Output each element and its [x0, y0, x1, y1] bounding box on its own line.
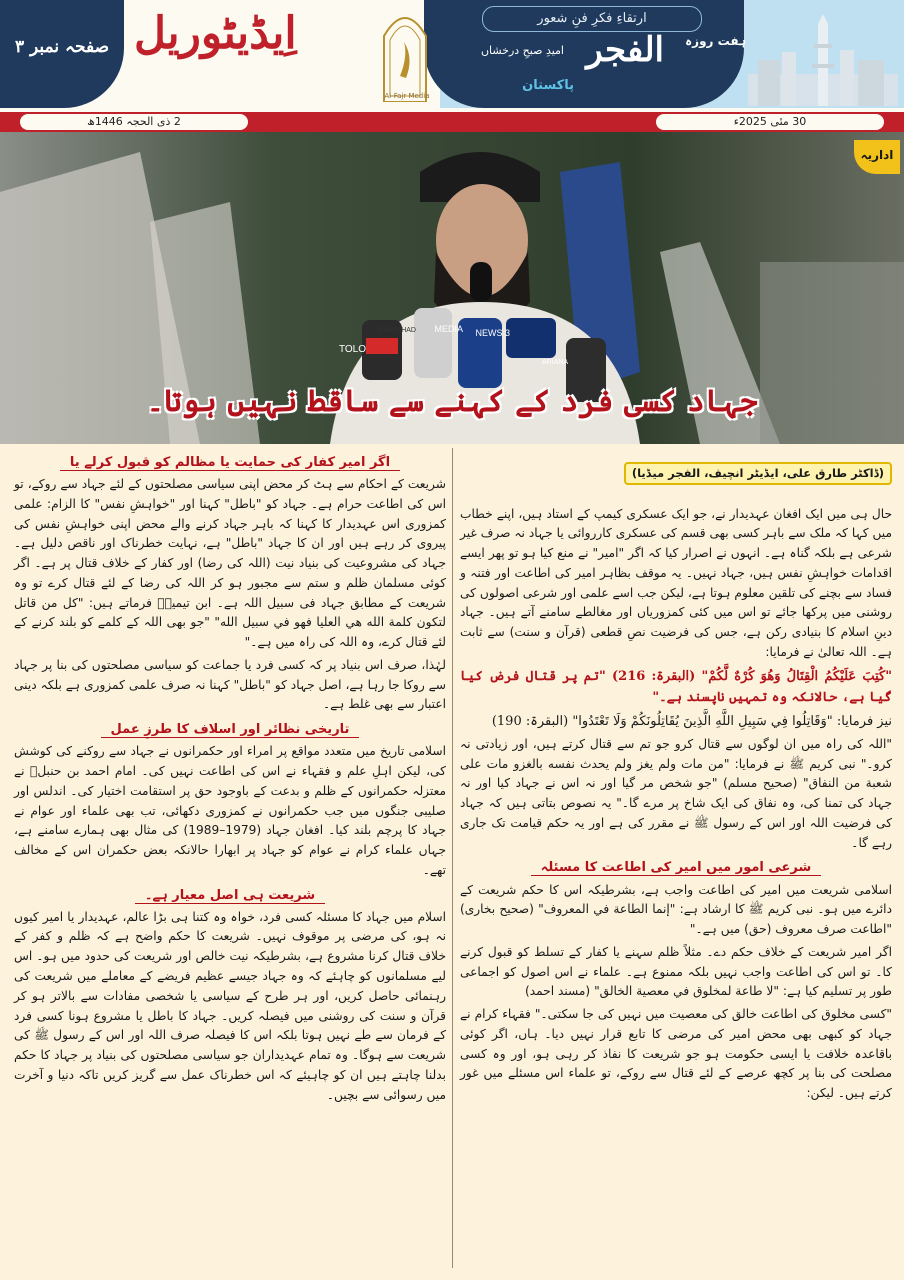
mic-label-1: TOLO	[338, 344, 366, 355]
paragraph: شریعت کے احکام سے ہٹ کر محض اپنی سیاسی مصلحتوں کے لئے جہاد سے روکے، تو اس کی اطاعت حرام ہے۔ جہاد کو "باطل" کہنا اور "خواہشِ نفس" کا الزام: علمی کمزوری اس عہدیدار کا کہنا کہ باہر جہاد کرنے والے محض اپنی خواہشِ نفس کی پیروی کر رہے ہیں اور ان کا جہاد "باطل" ہے، نہایت خطرناک اور ناقص دلیل ہے۔ جہاد کی مشروعیت کی بنیاد نیت (اللہ کی رضا) اور کفار کے خلاف قتال پر ہے۔ اگر کوئی مسلمان ظلم و ستم سے مجبور ہو کر اللہ کی رضا کے لئے قتال کرے تو وہ شریعت کے مطابق جہاد فی سبیل اللہ ہے۔ ابن تیمیہؒ فرماتے ہیں: "كل من قاتل لتكون كلمة الله هي العليا فهو في سبيل الله" "جو بھی اللہ کے کلمے کو بلند کرنے کے لئے قتال کرے، وہ اللہ کی راہ میں ہے۔"	[14, 477, 446, 650]
subheading	[460, 857, 892, 878]
right-column	[460, 448, 892, 1268]
category-tag: اداریہ	[854, 140, 900, 174]
subheading-text: شرعی امور میں امیر کی اطاعت کا مسئلہ	[531, 860, 822, 876]
left-column	[14, 448, 446, 1268]
page-number-badge	[0, 0, 124, 108]
paragraph: اسلامی شریعت میں امیر کی اطاعت واجب ہے، بشرطیکہ اس کا حکم شریعت کے دائرے میں ہو۔ نبی کریم ﷺ کا ارشاد ہے: "إنما الطاعة في المعروف" (صحیح بخاری) "اطاعت صرف معروف (حق) میں ہے۔"	[460, 882, 892, 937]
column-divider	[452, 448, 453, 1268]
paragraph: اگر امیر شریعت کے خلاف حکم دے۔ مثلاً ظلم سہنے یا کفار کے تسلط کو قبول کرنے کا۔ تو اس کی اطاعت واجب نہیں بلکہ ممنوع ہے۔ علماء نے اس اصول کو اجماعی طور پر تسلیم کیا ہے: "لا طاعة لمخلوق في معصية الخالق" (مسند احمد)	[460, 944, 892, 999]
masthead-brand: الفجر	[586, 30, 664, 70]
masthead-slogan: ارتقاءِ فکرِ فنِ شعور	[482, 6, 702, 32]
subheading-text: اگر امیر کفار کی حمایت یا مظالم کو قبول کرلے یا	[60, 455, 400, 471]
mic-label-5: ARIANA	[541, 359, 568, 366]
mic-label-4: 3 NEWS	[475, 328, 510, 338]
quran-quote: نیز فرمایا: "وَقَاتِلُوا فِي سَبِيلِ اللَّهِ الَّذِينَ يُقَاتِلُونَكُمْ وَلَا تَعْتَدُوا" (البقرۃ: 190)	[491, 713, 892, 729]
paragraph: اسلام میں جہاد کا مسئلہ کسی فرد، خواہ وہ کتنا ہی بڑا عالم، عہدیدار یا امیر کیوں نہ ہو، کی مرضی پر موقوف نہیں۔ شریعت کا حکم واضح ہے کہ ظلم و کفر کے خلاف قتال کرنا مشروع ہے، بشرطیکہ نیت خالص اور شریعت کی حدود میں ہو۔ اس لیے مسلمانوں کو چاہئے کہ وہ جہاد جیسے عظیم فریضے کے معاملے میں شریعت کی رہنمائی حاصل کریں، اور ہر طرح کے سیاسی یا شخصی مفادات سے بالاتر ہو کر قرآن و سنت کی روشنی میں فیصلہ کریں۔ جہاد کا باطل یا مشروع ہونا کسی فرد کے فرمان سے طے نہیں ہوتا بلکہ اس کا فیصلہ صرف اللہ اور اس کے رسول ﷺ کی شریعت سے ہوگا۔ وہ تمام عہدیداران جو سیاسی مصلحتوں کی بنیاد پر جہاد کا حکم بدلنا چاہتے ہیں ان کو چاہیئے کہ اس خطرناک عمل سے گریز کریں تاکہ دنیا و آخرت میں رسوائی سے بچیں۔	[14, 909, 446, 1102]
subheading	[14, 885, 446, 906]
paragraph: "کسی مخلوق کی اطاعت خالق کی معصیت میں نہیں کی جا سکتی۔" فقہاء کرام نے جہاد کو کبھی بھی محض امیر کی مرضی کا تابع قرار نہیں دیا۔ ہاں، اگر کوئی باقاعدہ خلافت یا ایسی حکومت ہو جو شریعت کا نفاذ کر رہی ہو، اور وہ کسی مصلحت کی بنا پر کچھ عرصے کے لئے قتال سے روکے، تو علماء اس مسئلے میں غور کرتے ہیں۔ لیکن:	[460, 1007, 892, 1101]
subheading	[14, 452, 446, 473]
masthead-country: پاکستان	[522, 78, 574, 93]
headline: جہاد کسی فرد کے کہنے سے ساقط نہیں ہوتا۔	[146, 384, 758, 419]
date-bar	[0, 112, 904, 132]
quran-quote: "كُتِبَ عَلَيْكُمُ الْقِتَالُ وَهُوَ كُرْهٌ لَّكُمْ" (البقرۃ: 216) "تم پر قتال فرض کیا گیا ہے، حالانکہ وہ تمہیں ناپسند ہے۔"	[460, 668, 892, 705]
subheading	[14, 719, 446, 740]
paragraph: اسلامی تاریخ میں متعدد مواقع پر امراء اور حکمرانوں نے جہاد سے روکنے کی کوشش کی، لیکن اہلِ علم و فقہاء نے اس کی اطاعت نہیں کی۔ امام احمد بن حنبلؒ نے معتزلہ حکمرانوں کے ظلم و بدعت کے باوجود حق پر استقامت اختیار کی۔ اندلس اور صلیبی جنگوں میں جب حکمرانوں نے کمزوری دکھائی، تب بھی علماء اور عوام نے جہاد کا پرچم بلند کیا۔ افغان جہاد (1979–1989) کی مثال بھی ہمارے سامنے ہے، جہاں علماء کرام نے عوام کو جہاد پر ابھارا حالانکہ بعض حکمران اس کے مخالف تھے۔	[14, 744, 446, 877]
masthead-tagline: امیدِ صبحِ درخشاں	[480, 44, 564, 57]
hijri-date: 2 ذی الحجہ 1446ھ	[20, 114, 248, 130]
section-title: اِیڈیٹوریل	[134, 8, 297, 59]
minar-skyline-icon	[748, 14, 898, 106]
author-byline: (ڈاکٹر طارق علی، ایڈیٹر انچیف، الفجر میڈیا)	[624, 462, 892, 485]
page-number: صفحہ نمبر ۳	[14, 37, 110, 57]
mic-label-3: MEDIA	[434, 324, 463, 334]
masthead-weekly: ہفت روزہ	[685, 34, 746, 48]
logo-caption: Al-Fajr Media	[384, 92, 430, 100]
subheading-text: تاریخی نظائر اور اسلاف کا طرزِ عمل	[101, 722, 360, 738]
masthead	[0, 0, 904, 112]
subheading-text: شریعت ہی اصل معیار ہے۔	[135, 888, 325, 904]
gregorian-date: 30 مئی 2025ء	[656, 114, 884, 130]
paragraph: "اللہ کی راہ میں ان لوگوں سے قتال کرو جو تم سے قتال کرتے ہیں، اور زیادتی نہ کرو۔" نبی کریم ﷺ نے فرمایا: "من مات ولم يغز ولم يحدث نفسه بالغزو مات على شعبة من النفاق" (صحیح مسلم) "جو شخص مر گیا اور نہ اس نے جہاد کیا اور نہ جہاد کی تمنا کی، وہ نفاق کی ایک شاخ پر مرے گا۔" یہ نصوص بتاتی ہیں کہ جہاد کی فرضیت اللہ اور اس کے رسول ﷺ نے مقرر کی ہے اور یہ حکم قیامت تک جاری رہے گا۔	[460, 736, 892, 850]
masthead-right-panel	[440, 0, 904, 108]
mic-label-2: SHAMSHAD	[376, 327, 416, 334]
paragraph: حال ہی میں ایک افغان عہدیدار نے، جو ایک عسکری کیمپ کے استاد ہیں، اپنے خطاب میں کہا کہ ملک سے باہر کسی بھی قسم کی عسکری کارروائی یا جہاد نہ صرف غیر شرعی ہے بلکہ گناہ ہے۔ انہوں نے اصرار کیا کہ اگر "امیر" نے منع کیا ہو تو پھر ایسے اقدامات خواہشِ نفس ہیں، جہاد نہیں۔ یہ موقف بظاہر امیر کی اطاعت اور فتنہ و فساد سے بچنے کی تلقین معلوم ہوتا ہے، لیکن جب اسے علمی اور شرعی اصولوں کی روشنی میں پرکھا جائے تو اس میں کئی کمزوریاں اور مغالطے سامنے آتے ہیں۔ جہاد دینِ اسلام کا بنیادی رکن ہے، جس کی فرضیت نصِ قطعی (قرآن و سنت) سے ثابت ہے۔ اللہ تعالیٰ نے فرمایا:	[460, 506, 892, 659]
paragraph: لہٰذا، صرف اس بنیاد پر کہ کسی فرد یا جماعت کو سیاسی مصلحتوں کی بنا پر جہاد سے روکا جا رہا ہے، اصل جہاد کو "باطل" کہنا نہ صرف علمی کمزوری ہے بلکہ دینی اعتبار سے بھی غلط ہے۔	[14, 657, 446, 712]
al-fajr-logo-icon	[380, 6, 430, 102]
